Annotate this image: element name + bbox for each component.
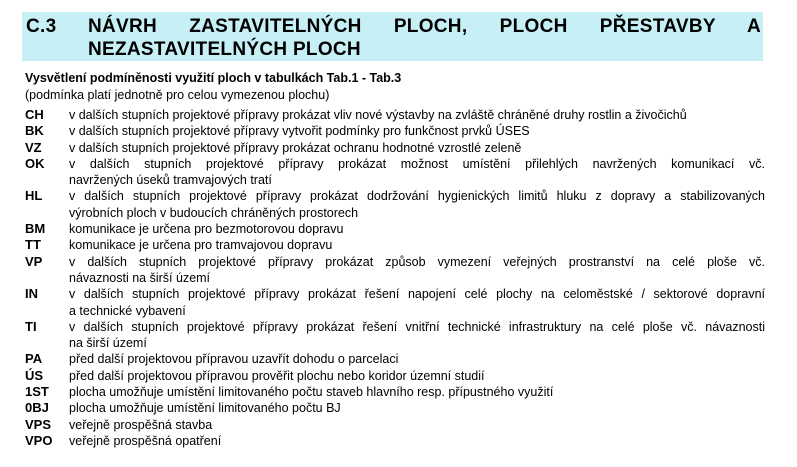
legend-description-line: komunikace je určena pro bezmotorovou dopravu [69, 222, 344, 237]
legend-description [69, 156, 765, 189]
legend-code: TT [25, 237, 41, 253]
legend-description-line: v dalších stupních projektové přípravy prokázat možnost umístění přilehlých navržených komunikací vč. [69, 156, 765, 171]
legend-entry [25, 254, 765, 287]
legend-subtitle: Vysvětlení podmíněnosti využití ploch v tabulkách Tab.1 - Tab.3 [25, 71, 402, 85]
legend-code: HL [25, 188, 43, 204]
legend-entry [25, 107, 765, 123]
section-title [88, 15, 761, 61]
legend-description-line: v dalších stupních projektové přípravy prokázat vliv nové výstavby na zvláště chráněné druhy rostlin a živočichů [69, 108, 687, 122]
legend-code: VPS [25, 416, 52, 432]
section-title-line-1: NÁVRH ZASTAVITELNÝCH PLOCH, PLOCH PŘESTAVBY A [88, 16, 761, 37]
legend-description-line: v dalších stupních projektové přípravy prokázat řešení vnitřní technické infrastruktury na celé ploše vč. návaznosti [69, 319, 765, 334]
legend-code: BM [25, 221, 46, 237]
legend-description [69, 237, 765, 253]
legend-code: BK [25, 123, 44, 139]
legend-entry [25, 433, 765, 449]
legend-entry [25, 286, 765, 319]
legend-entry [25, 123, 765, 139]
legend-description [69, 188, 765, 221]
legend-description-line: plocha umožňuje umístění limitovaného počtu BJ [69, 401, 341, 416]
legend-entry [25, 368, 765, 384]
legend-entry [25, 156, 765, 189]
legend-description [69, 368, 765, 384]
legend-description [69, 286, 765, 319]
legend-description [69, 433, 765, 449]
legend-entry [25, 221, 765, 237]
legend-note: (podmínka platí jednotně pro celou vymezenou plochu) [25, 88, 330, 102]
legend-description-line: v dalších stupních projektové přípravy prokázat dodržování hygienických limitů hluku z dopravy a stabilizovaných [69, 189, 765, 204]
legend-description-line: před další projektovou přípravou uzavřít dohodu o parcelaci [69, 352, 399, 367]
legend-description [69, 351, 765, 367]
legend-entry [25, 237, 765, 253]
legend-code: VPO [25, 432, 53, 448]
legend-description-line: v dalších stupních projektové přípravy prokázat způsob vymezení veřejných prostranství na celé ploše vč. [69, 254, 765, 269]
legend-code: 0BJ [25, 400, 49, 416]
legend-description-line: před další projektovou přípravou prověřit plochu nebo koridor územní studií [69, 368, 485, 383]
legend-code: CH [25, 107, 44, 122]
legend-code: 1ST [25, 384, 49, 400]
legend-code: IN [25, 286, 38, 302]
legend-description-line: na širší území [69, 336, 147, 351]
legend-list [25, 107, 765, 449]
legend-description-line: výrobních ploch v budoucích chráněných prostorech [69, 205, 359, 220]
legend-entry [25, 400, 765, 416]
legend-description [69, 319, 765, 352]
legend-code: VP [25, 253, 43, 269]
legend-description-line: navržených úseků tramvajových tratí [69, 173, 272, 188]
section-title-line-2: NEZASTAVITELNÝCH PLOCH [88, 39, 361, 60]
legend-code: VZ [25, 139, 42, 155]
legend-description-line: a technické vybavení [69, 303, 186, 318]
legend-entry [25, 417, 765, 433]
legend-code: PA [25, 351, 43, 367]
legend-description-line: veřejně prospěšná stavba [69, 417, 213, 432]
section-number: C.3 [26, 16, 57, 37]
legend-description-line: v dalších stupních projektové přípravy prokázat ochranu hodnotné vzrostlé zeleně [69, 140, 522, 155]
legend-description-line: v dalších stupních projektové přípravy vytvořit podmínky pro funkčnost prvků ÚSES [69, 124, 530, 139]
legend-code: ÚS [25, 367, 44, 383]
legend-description [69, 400, 765, 416]
legend-entry [25, 384, 765, 400]
legend-description [69, 254, 765, 287]
legend-description-line: veřejně prospěšná opatření [69, 433, 222, 448]
legend-description-line: komunikace je určena pro tramvajovou dopravu [69, 238, 333, 253]
legend-description [69, 107, 765, 123]
legend-description [69, 123, 765, 139]
legend-code: TI [25, 318, 37, 334]
legend-entry [25, 140, 765, 156]
legend-description-line: plocha umožňuje umístění limitovaného počtu staveb hlavního resp. přípustného využití [69, 385, 554, 400]
legend-entry [25, 351, 765, 367]
legend-entry [25, 319, 765, 352]
legend-description-line: v dalších stupních projektové přípravy prokázat řešení napojení celé plochy na celoměstské / sektorové dopravní [69, 287, 765, 302]
legend-description-line: návaznosti na širší území [69, 270, 211, 285]
legend-description [69, 140, 765, 156]
legend-description [69, 384, 765, 400]
legend-entry [25, 188, 765, 221]
legend-description [69, 417, 765, 433]
legend-description [69, 221, 765, 237]
legend-code: OK [25, 155, 45, 171]
